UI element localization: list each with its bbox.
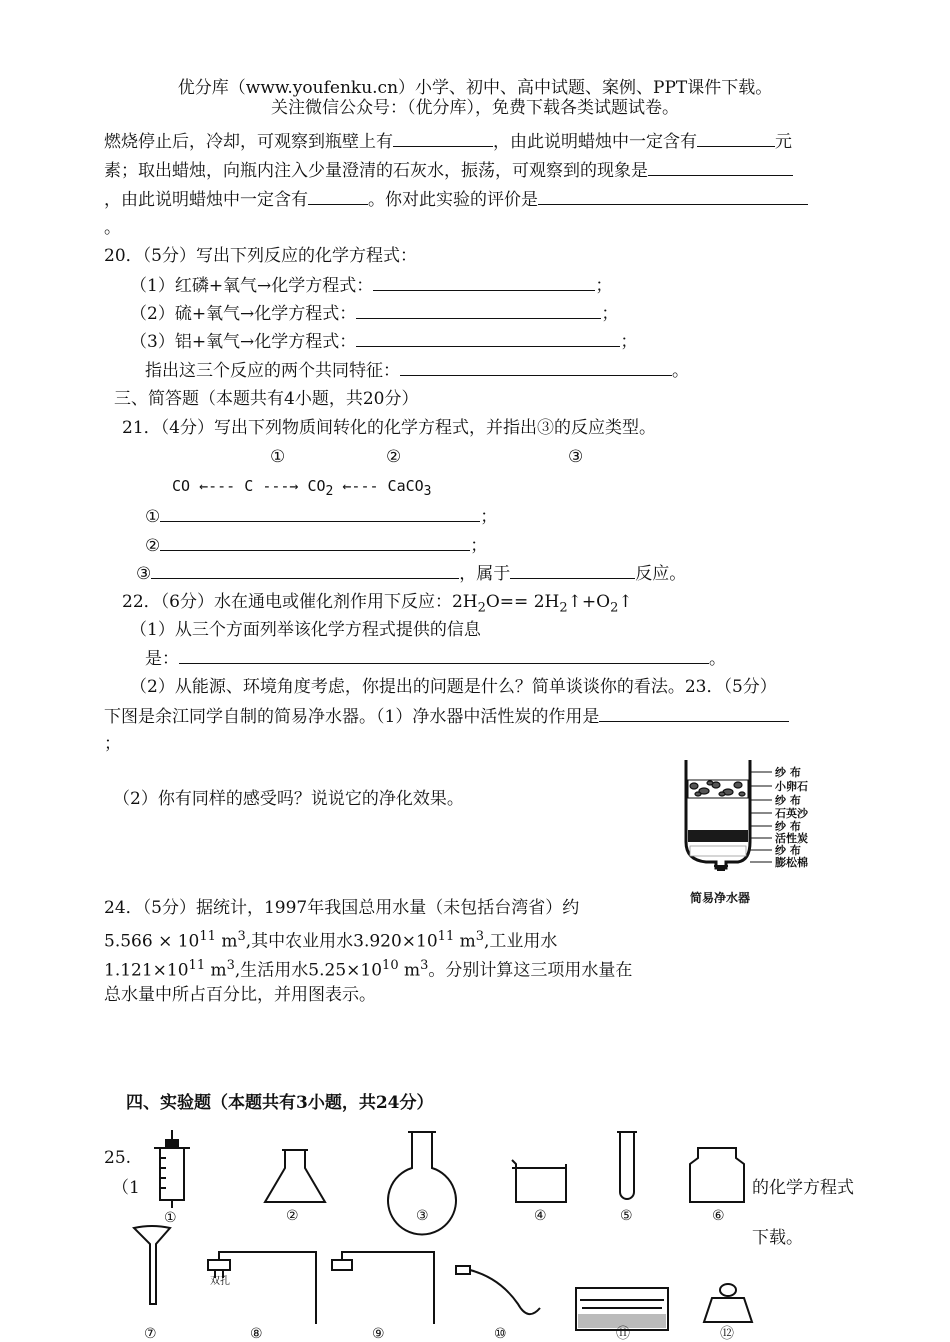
apparatus-label-5: ⑤: [620, 1208, 633, 1224]
q19-line-3: ，由此说明蜡烛中一定含有 。你对此实验的评价是: [104, 188, 808, 211]
carbon-layer: [688, 830, 748, 842]
q19-line-2: 素；取出蜡烛，向瓶内注入少量澄清的石灰水，振荡，可观察到的现象是: [104, 159, 793, 182]
q19-line-1: 燃烧停止后，冷却，可观察到瓶壁上有 ，由此说明蜡烛中一定含有 元: [104, 132, 792, 152]
apparatus-label-12: ⑫: [720, 1326, 734, 1342]
apparatus-label-6: ⑥: [712, 1208, 725, 1224]
filter-label-gauze-4: 纱 布: [775, 844, 801, 857]
q23-line-2: （2）你有同样的感受吗？说说它的净化效果。: [113, 789, 464, 809]
delivery-tube-9-icon: [332, 1252, 434, 1324]
blank[interactable]: [648, 159, 793, 176]
q21-scheme: CO ←--- C ---→ $CO_2$ ←--- CaCO$_3$: [172, 477, 432, 499]
alcohol-lamp-icon: [704, 1284, 752, 1322]
filter-label-gauze-1: 纱 布: [775, 766, 801, 779]
blank[interactable]: [697, 130, 775, 147]
q21-mark-1: ①: [270, 447, 286, 467]
header-line-1: 优分库（www.youfenku.cn）小学、初中、高中试题、案例、PPT课件下载。: [177, 78, 773, 98]
q25-number: 25.: [104, 1148, 132, 1168]
bent-tube-icon: [456, 1266, 540, 1314]
q24-line-2: $5.566 \times 10^{11}$ $m^3$,其中农业用水$3.920\times 10^{11}$ $m^3$,工业用水: [104, 929, 558, 952]
q22-part-2: （2）从能源、环境角度考虑，你提出的问题是什么？简单谈谈你的看法。23．（5分）: [130, 677, 777, 697]
q24-line-4: 总水量中所占百分比，并用图表示。: [104, 985, 376, 1005]
blank[interactable]: [373, 274, 595, 291]
syringe-icon: [154, 1130, 190, 1208]
filter-label-quartz-sand: 石英沙: [775, 807, 808, 820]
filter-caption: 简易净水器: [690, 891, 751, 905]
test-tube-icon: [617, 1132, 637, 1199]
water-filter-diagram: [676, 756, 866, 912]
q19-line-4: 。: [104, 218, 121, 238]
q23-semi: ；: [104, 734, 121, 754]
header-line-2: 关注微信公众号：（优分库），免费下载各类试题试卷。: [271, 98, 679, 118]
filter-label-gauze-3: 纱 布: [775, 820, 801, 833]
q24-line-3: $1.121\times 10^{11}$ $m^3$,生活用水$5.25\times 10^{10}$ $m^3$。分别计算这三项用水量在: [104, 958, 633, 981]
q25-part-1: （1: [112, 1178, 140, 1198]
blank[interactable]: [356, 302, 601, 319]
apparatus-label-2: ②: [286, 1208, 299, 1224]
wide-mouth-bottle-icon: [690, 1148, 744, 1202]
two-hole-label: 双孔: [210, 1276, 230, 1287]
filter-label-pebbles: 小卵石: [775, 780, 808, 793]
q21-title: 21．（4分）写出下列物质间转化的化学方程式，并指出③的反应类型。: [122, 418, 656, 438]
blank[interactable]: [510, 562, 635, 579]
blank[interactable]: [308, 188, 368, 205]
q20-item-2: （2）硫+氧气→化学方程式： ；: [130, 304, 619, 324]
blank[interactable]: [179, 647, 709, 664]
blank[interactable]: [160, 534, 470, 551]
q22-answer: 是： 。: [145, 649, 726, 669]
blank[interactable]: [400, 359, 672, 376]
q20-item-3: （3）铝+氧气→化学方程式： ；: [130, 332, 638, 352]
sand-layer: [688, 804, 748, 826]
apparatus-label-1: ①: [164, 1210, 177, 1226]
apparatus-figure: [120, 1128, 800, 1342]
cotton-layer: [690, 846, 746, 856]
delivery-tube-8-icon: [208, 1252, 316, 1324]
apparatus-label-8: ⑧: [250, 1326, 263, 1342]
filter-label-activated-carbon: 活性炭: [775, 832, 808, 845]
blank[interactable]: [538, 188, 808, 205]
q25-download-text: 下载。: [752, 1228, 803, 1248]
apparatus-label-3: ③: [416, 1208, 429, 1224]
apparatus-label-9: ⑨: [372, 1326, 385, 1342]
funnel-icon: [134, 1226, 170, 1304]
q21-answer-3: ③ ，属于 反应。: [136, 564, 687, 584]
q21-mark-3: ③: [568, 447, 584, 467]
q21-answer-2: ② ；: [145, 536, 488, 556]
section-4-title: 四、实验题（本题共有3小题，共24分）: [126, 1093, 434, 1113]
beaker-icon: [512, 1160, 566, 1202]
q20-item-1: （1）红磷+氧气→化学方程式： ；: [130, 276, 613, 296]
blank[interactable]: [151, 562, 459, 579]
q22-title: 22．（6分）水在通电或催化剂作用下反应：$2H_2O==$ $2H_2↑+O_2↑$: [122, 592, 633, 616]
q25-equation-text: 的化学方程式: [752, 1178, 854, 1198]
blank[interactable]: [599, 705, 789, 722]
q21-answer-1: ① ；: [145, 507, 498, 527]
blank[interactable]: [160, 505, 480, 522]
q21-mark-2: ②: [386, 447, 402, 467]
blank[interactable]: [356, 330, 620, 347]
q23-line-1: 下图是余江同学自制的简易净水器。（1）净水器中活性炭的作用是: [104, 705, 789, 728]
erlenmeyer-flask-icon: [265, 1150, 325, 1202]
apparatus-label-7: ⑦: [144, 1326, 157, 1342]
blank[interactable]: [393, 130, 493, 147]
filter-label-gauze-2: 纱 布: [775, 794, 801, 807]
apparatus-label-10: ⑩: [494, 1326, 507, 1342]
filter-label-cotton: 膨松棉: [775, 856, 808, 869]
q20-common: 指出这三个反应的两个共同特征： 。: [145, 361, 689, 381]
apparatus-label-4: ④: [534, 1208, 547, 1224]
q20-title: 20．（5分）写出下列反应的化学方程式：: [104, 246, 417, 266]
section-3-title: 三、简答题（本题共有4小题，共20分）: [114, 389, 419, 409]
apparatus-label-11: ⑪: [616, 1326, 630, 1342]
q24-line-1: 24．（5分）据统计，1997年我国总用水量（未包括台湾省）约: [104, 898, 580, 918]
q22-part-1: （1）从三个方面列举该化学方程式提供的信息: [130, 620, 481, 640]
